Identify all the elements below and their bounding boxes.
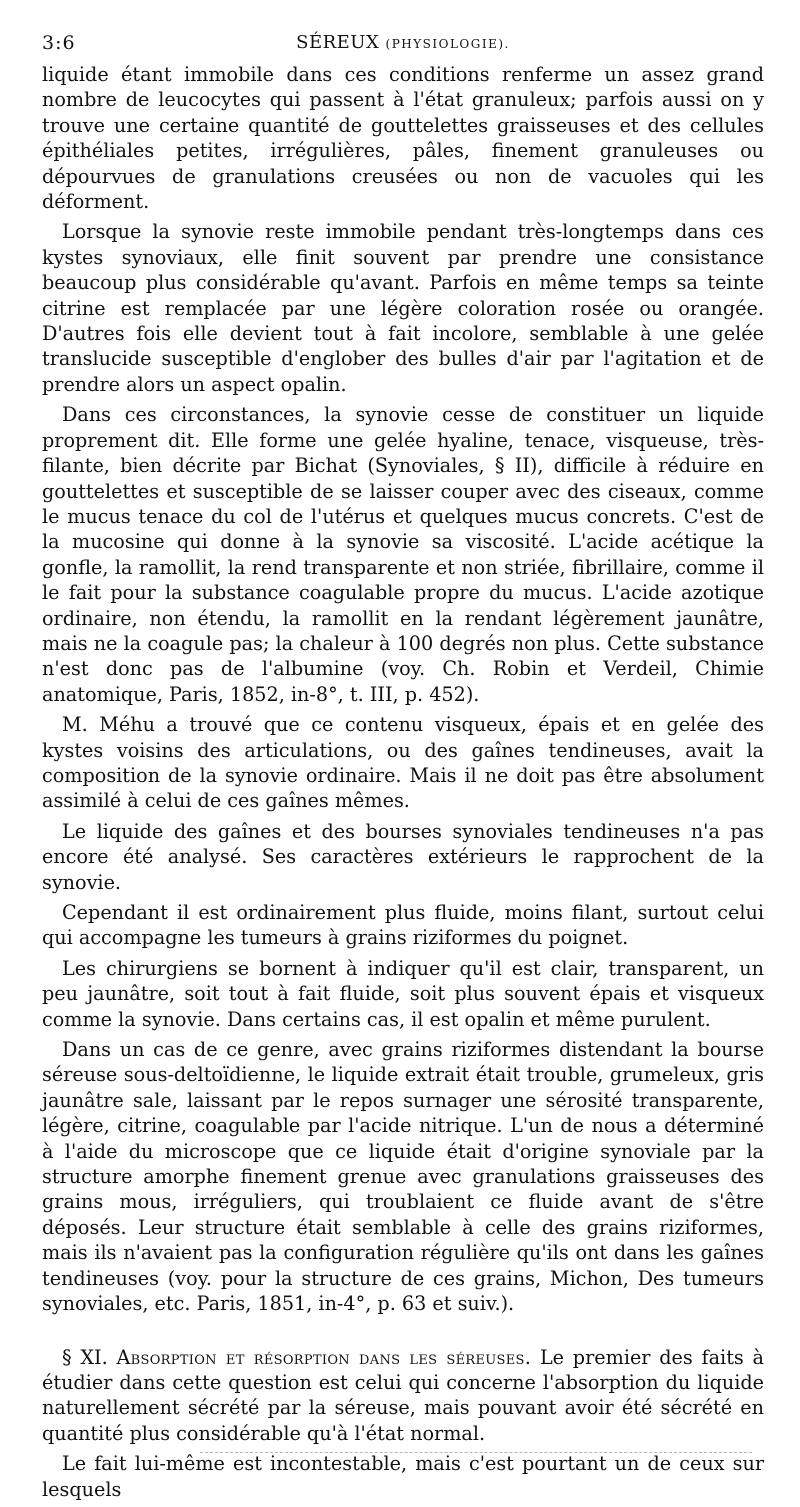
page — [42, 28, 764, 1507]
paragraph: Le liquide des gaînes et des bourses synoviales tendineuses n'a pas encore été analysé. Ses caractères extérieurs le rapprochent de la synovie. — [42, 819, 764, 894]
running-title-main: SÉREUX — [296, 32, 380, 53]
paragraph: Dans ces circonstances, la synovie cesse de constituer un liquide proprement dit. Elle forme une gelée hyaline, tenace, visqueuse, très-filante, bien décrite par Bichat (Synoviales, § II), difficile à réduire en gouttelettes et susceptible de se laisser couper avec des ciseaux, comme le mucus tenace du col de l'utérus et quelques mucus concrets. C'est de la mucosine qui donne à la synovie sa viscosité. L'acide acétique la gonfle, la ramollit, la rend transparente et non striée, fibrillaire, comme il le fait pour la substance coagulable propre du mucus. L'acide azotique ordinaire, non étendu, la ramollit en la rendant légèrement jaunâtre, mais ne la coagule pas; la chaleur à 100 degrés non plus. Cette substance n'est donc pas de l'albumine (voy. Ch. Robin et Verdeil, Chimie anatomique, Paris, 1852, in-8°, t. III, p. 452). — [42, 403, 764, 706]
section-label: § XI. — [62, 1345, 108, 1369]
paragraph: Dans un cas de ce genre, avec grains riziformes distendant la bourse séreuse sous-deltoïdienne, le liquide extrait était trouble, grumeleux, gris jaunâtre sale, laissant par le repos surnager une sérosité transparente, légère, citrine, coagulable par l'acide nitrique. L'un de nous a déterminé à l'aide du microscope que ce liquide était d'origine synoviale par la structure amorphe finement grenue avec granulations graisseuses des grains mous, irréguliers, qui troublaient ce fluide avant de s'être déposés. Leur structure était semblable à celle des grains riziformes, mais ils n'avaient pas la configuration régulière qu'ils ont dans les gaînes tendineuses (voy. pour la structure de ces grains, Michon, Des tumeurs synoviales, etc. Paris, 1851, in-4°, p. 63 et suiv.). — [42, 1038, 764, 1316]
section-heading: Absorption et résorption dans les séreuses. — [116, 1345, 532, 1369]
paragraph: Cependant il est ordinairement plus fluide, moins filant, surtout celui qui accompagne les tumeurs à grains riziformes du poignet. — [42, 901, 764, 950]
page-number: 3:6 — [42, 32, 76, 54]
page-bottom-rule — [200, 1452, 752, 1453]
paragraph: liquide étant immobile dans ces conditions renferme un assez grand nombre de leucocytes qui passent à l'état granuleux; parfois aussi on y trouve une certaine quantité de gouttelettes graisseuses et des cellules épithéliales petites, irrégulières, pâles, finement granuleuses ou dépourvues de granulations creusées ou non de vacuoles qui les déforment. — [42, 63, 764, 214]
running-title — [42, 32, 764, 53]
section-text: Le premier des faits à étudier dans cette question est celui qui concerne l'absorption du liquide naturellement sécrété par la séreuse, mais pouvant avoir été sécrété en quantité plus considérable qu'à l'état normal. — [42, 1345, 764, 1445]
paragraph: Les chirurgiens se bornent à indiquer qu'il est clair, transparent, un peu jaunâtre, soit tout à fait fluide, soit plus souvent épais et visqueux comme la synovie. Dans certains cas, il est opalin et même purulent. — [42, 956, 764, 1031]
body-text — [42, 62, 764, 1502]
paragraph: M. Méhu a trouvé que ce contenu visqueux, épais et en gelée des kystes voisins des articulations, ou des gaînes tendineuses, avait la composition de la synovie ordinaire. Mais il ne doit pas être absolument assimilé à celui de ces gaînes mêmes. — [42, 713, 764, 813]
paragraph: Le fait lui-même est incontestable, mais c'est pourtant un de ceux sur lesquels — [42, 1452, 764, 1501]
running-title-sub: (PHYSIOLOGIE). — [385, 37, 510, 51]
paragraph: Lorsque la synovie reste immobile pendant très-longtemps dans ces kystes synoviaux, elle finit souvent par prendre une consistance beaucoup plus considérable qu'avant. Parfois en même temps sa teinte citrine est remplacée par une légère coloration rosée ou orangée. D'autres fois elle devient tout à fait incolore, semblable à une gelée translucide susceptible d'englober des bulles d'air par l'agitation et de prendre alors un aspect opalin. — [42, 220, 764, 396]
running-head — [42, 28, 764, 58]
section-paragraph — [42, 1345, 764, 1447]
